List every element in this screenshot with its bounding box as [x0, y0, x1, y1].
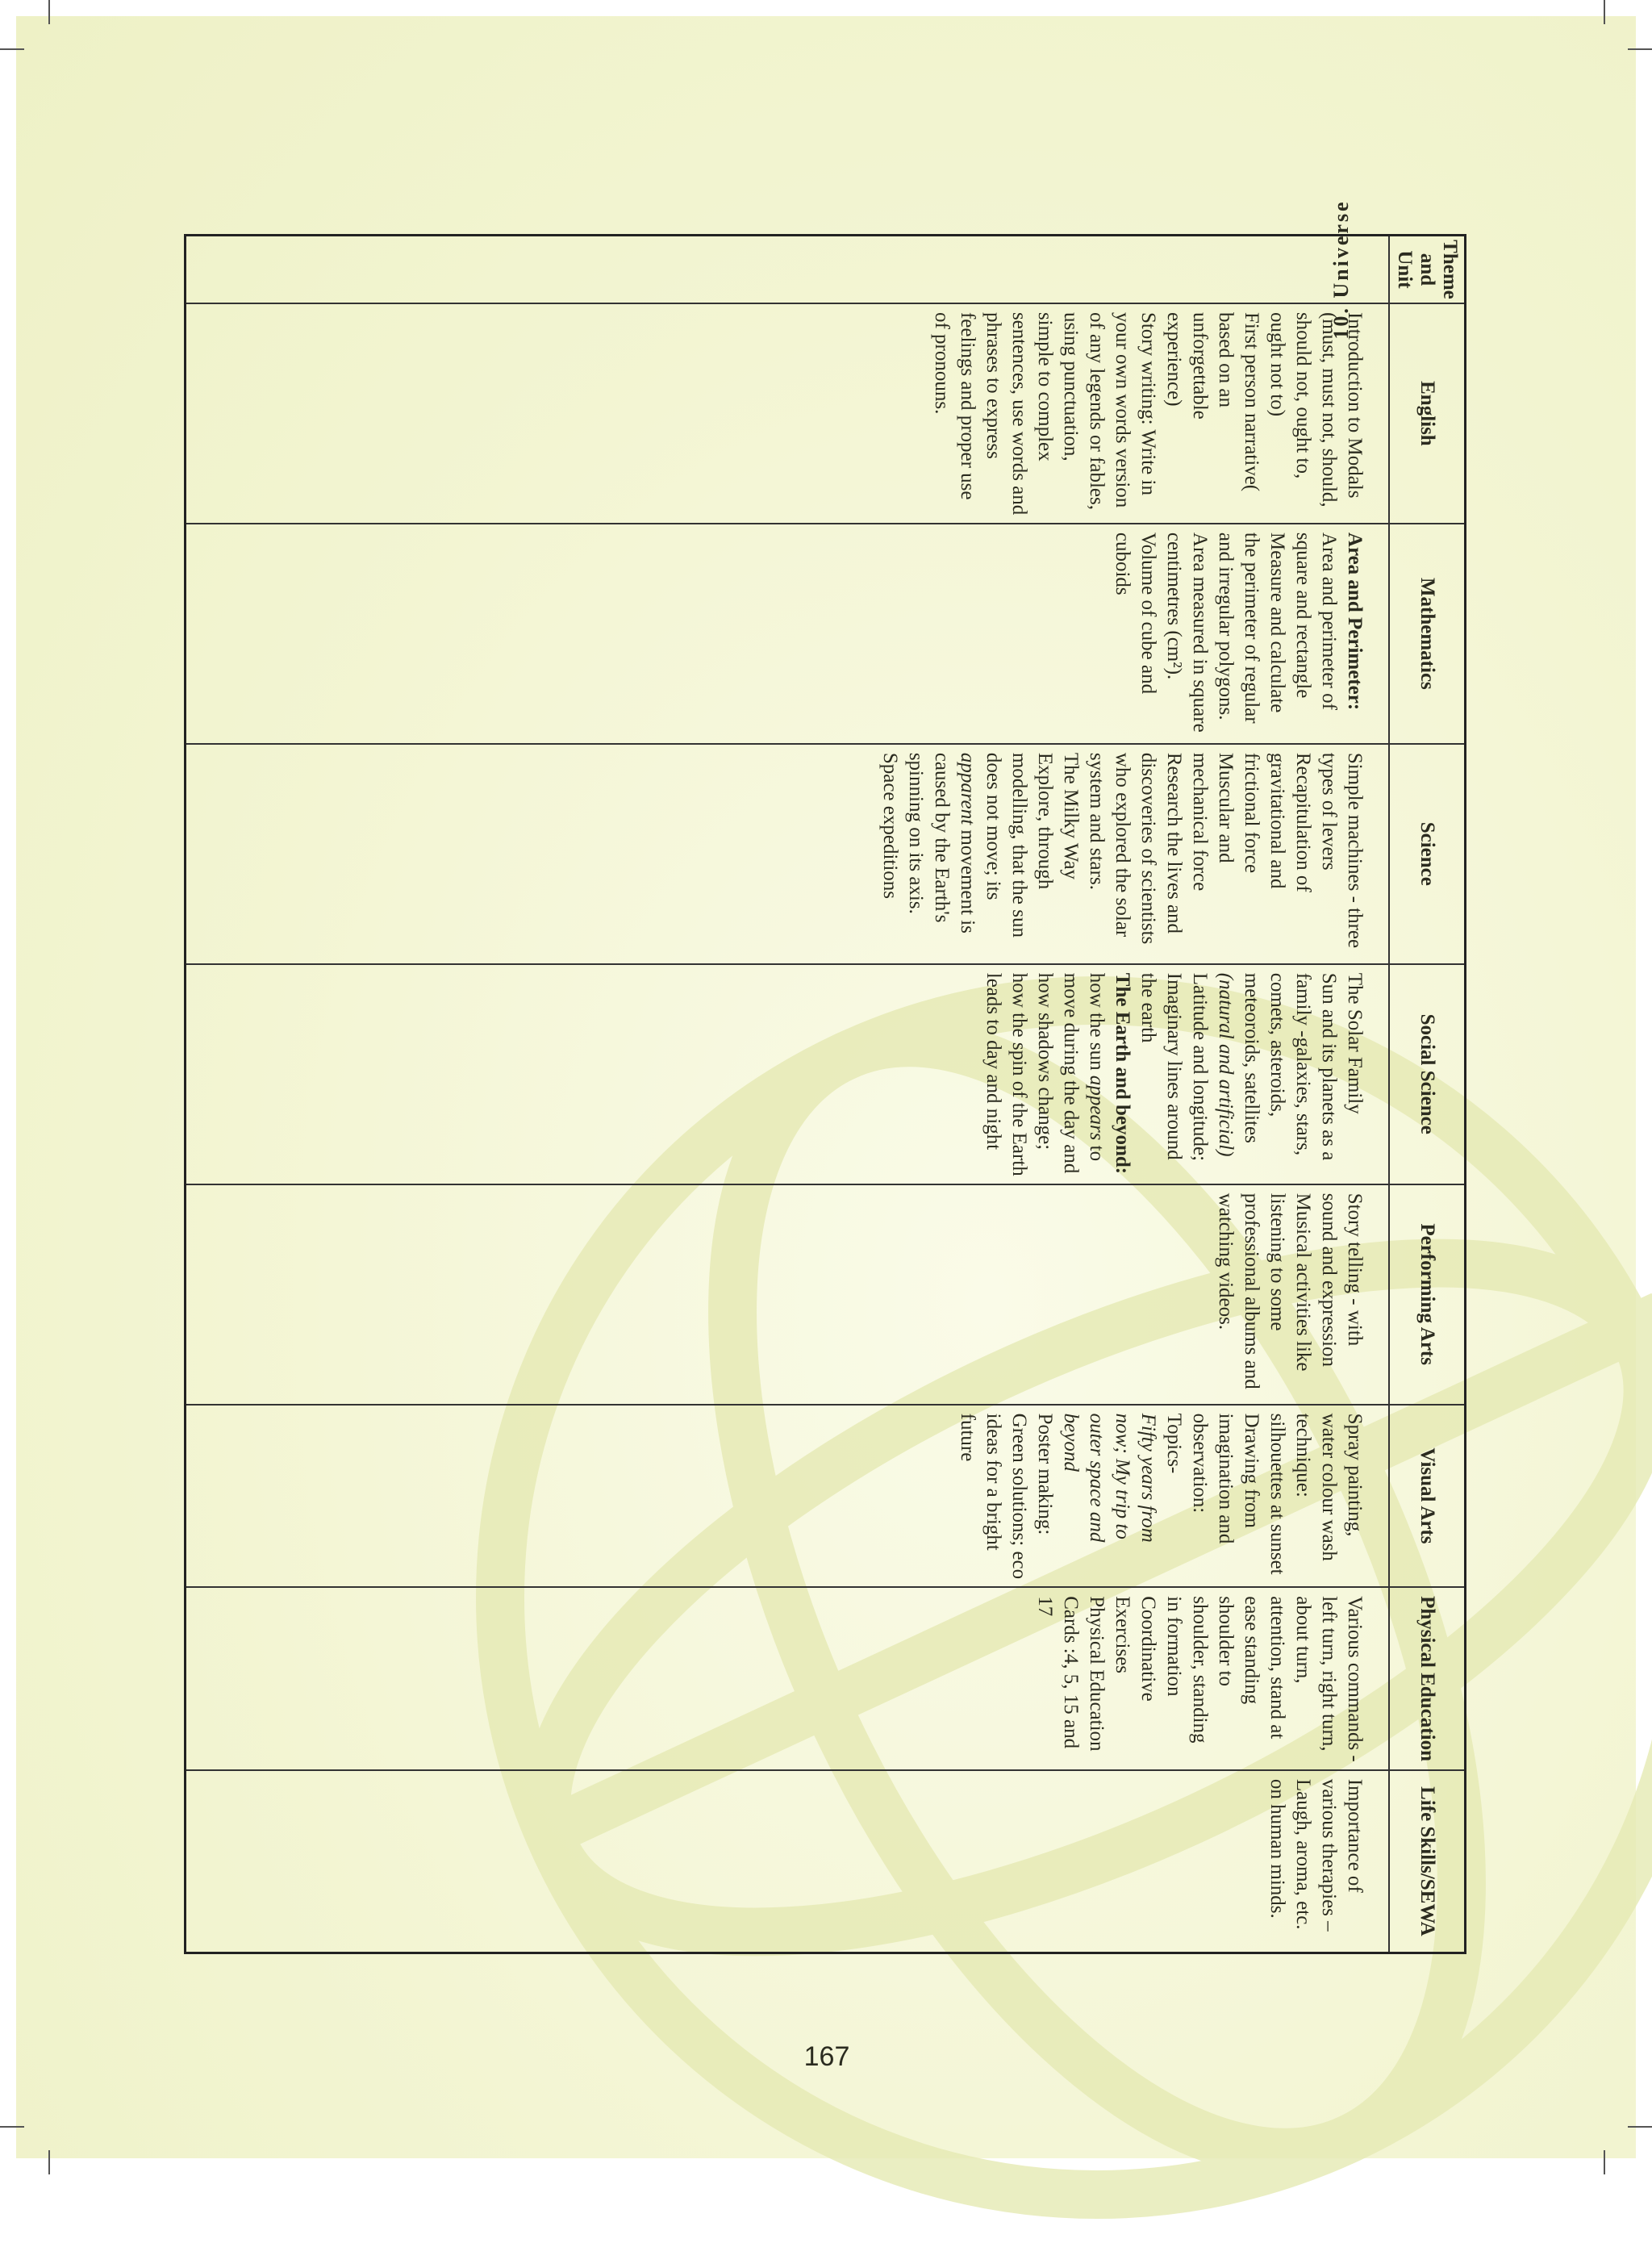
social-science-after-bold: how the sun — [1086, 972, 1108, 1071]
social-science-bold: The Earth and beyond: — [1112, 972, 1133, 1175]
science-line-4: Research the lives and discoveries of scientists who explored the solar system and stars. — [1086, 752, 1185, 945]
theme-label: 10. Universe — [1329, 199, 1353, 340]
science-line-2: Recapitulation of gravitational and frictional force — [1241, 752, 1314, 892]
mathematics-heading: Area and Perimeter: — [1344, 532, 1366, 711]
physical-education-line-1: Various commands - left turn, right turn, about turn, attention, stand at ease standing shoulder to shoulder, standing in formation — [1163, 1596, 1366, 1762]
mathematics-line-2: Measure and calculate the perimeter of regular and irregular polygons. — [1215, 532, 1288, 724]
performing-arts-cell — [186, 1184, 1390, 1405]
english-line-3: Story writing: Write in your own words version of any legends or fables, using punctuation, simple to complex sentences, use words and phrases to express feelings and proper use of pronouns. — [931, 311, 1159, 516]
science-cell — [186, 744, 1390, 964]
page-number: 167 — [803, 2041, 850, 2072]
life-skills-cell — [186, 1770, 1390, 1953]
visual-arts-last-line: Poster making: Green solutions; eco ideas for a bright future — [957, 1413, 1056, 1580]
social-science-line-2-text: Sun and its planets as a family -galaxies, stars, comets, asteroids, meteoroids, satellites — [1241, 972, 1340, 1161]
visual-arts-line-2: Drawing from imagination and observation: — [1189, 1413, 1262, 1544]
science-explore-after: movement is caused by the Earth's spinning on its axis. — [905, 752, 978, 934]
mathematics-line-4: Volume of cube and cuboids — [1112, 532, 1159, 695]
header-performing-arts: Performing Arts — [1389, 1184, 1466, 1405]
science-explore-italic: apparent — [957, 752, 978, 825]
english-cell — [186, 303, 1390, 524]
social-science-line-1: The Solar Family — [1344, 972, 1366, 1114]
social-science-italic-word: appears — [1086, 1075, 1108, 1141]
science-line-3: Muscular and mechanical force — [1189, 752, 1237, 892]
life-skills-text: Importance of various therapies – Laugh, aroma, etc. on human minds. — [1266, 1778, 1366, 1932]
social-science-line-4 — [980, 973, 1135, 1177]
performing-arts-line-2: Musical activities like listening to some professional albums and watching videos. — [1215, 1193, 1314, 1389]
science-last-line: Space expeditions — [879, 752, 901, 900]
visual-arts-line-1: Spray painting, water colour wash technique: silhouettes at sunset — [1266, 1413, 1366, 1575]
mathematics-line-3: Area measured in square centimetres (cm²). — [1163, 532, 1211, 733]
curriculum-table — [184, 199, 1466, 1954]
rotated-table-container — [184, 199, 1466, 1954]
social-science-line-2 — [1212, 973, 1341, 1177]
header-social-science: Social Science — [1389, 964, 1466, 1184]
header-visual-arts: Visual Arts — [1389, 1405, 1466, 1588]
social-science-tail: to move during the day and how shadows change; how the spin of the Earth leads to day and night — [982, 972, 1108, 1176]
science-line-5: The Milky Way — [1060, 752, 1082, 880]
header-science: Science — [1389, 744, 1466, 964]
table-row — [186, 236, 1390, 1953]
header-physical-education: Physical Education — [1389, 1587, 1466, 1770]
mathematics-line-1: Area and perimeter of square and rectangle — [1292, 532, 1340, 710]
science-explore-before: Explore, through modelling, that the sun does not move; its — [982, 752, 1056, 938]
header-mathematics: Mathematics — [1389, 524, 1466, 744]
header-row — [1389, 236, 1466, 1953]
english-line-2: First person narrative( based on an unforgettable experience) — [1163, 311, 1262, 492]
theme-cell — [186, 199, 1390, 340]
visual-arts-line-3: Topics- — [1163, 1413, 1185, 1474]
physical-education-line-2: Coordinative Exercises — [1112, 1596, 1159, 1702]
mathematics-cell — [186, 524, 1390, 744]
header-english: English — [1389, 303, 1466, 524]
performing-arts-line-1: Story telling - with sound and expression — [1318, 1193, 1366, 1367]
header-theme-unit: Theme and Unit — [1389, 236, 1466, 303]
header-life-skills: Life Skills/SEWA — [1389, 1770, 1466, 1953]
social-science-cell — [186, 964, 1390, 1184]
science-line-1: Simple machines - three types of levers — [1318, 752, 1366, 949]
english-line-1: Introduction to Modals (must, must not, should, should not, ought to, ought not to) — [1266, 311, 1366, 507]
visual-arts-cell — [186, 1405, 1390, 1588]
social-science-line-3: Latitude and longitude; Imaginary lines around the earth — [1137, 972, 1211, 1162]
physical-education-line-3: Physical Education Cards :4, 5, 15 and 17 — [1034, 1596, 1108, 1752]
physical-education-cell — [186, 1587, 1390, 1770]
visual-arts-italic-topics: Fifty years from now; My trip to outer space and beyond — [1060, 1413, 1159, 1543]
science-explore-line — [903, 753, 1058, 957]
social-science-line-2-italic: (natural and artificial) — [1215, 972, 1237, 1157]
